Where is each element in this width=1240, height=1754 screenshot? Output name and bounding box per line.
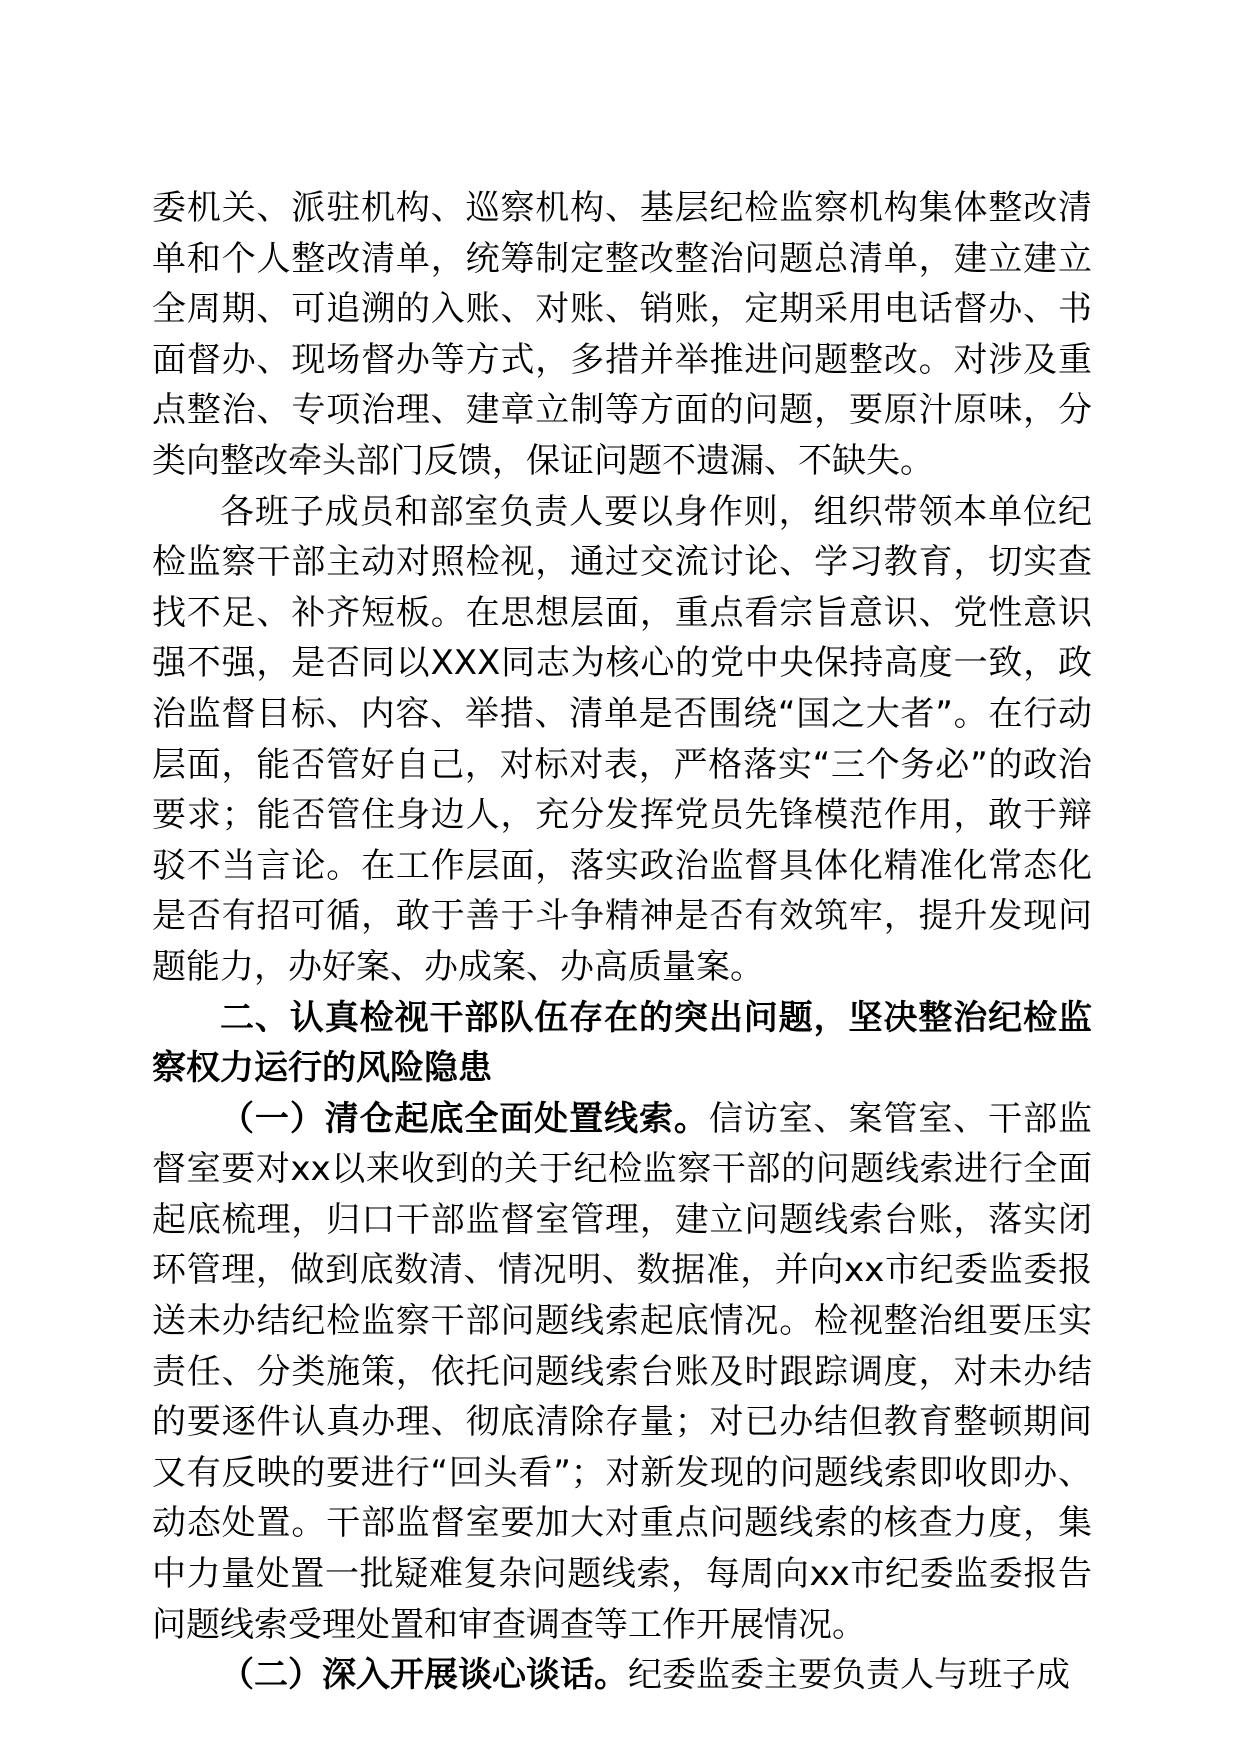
body-paragraph-talks	[152, 1650, 1092, 1701]
subsection-lead-two: （二）深入开展谈心谈话。	[220, 1655, 628, 1696]
subsection-text-two: 纪委监委主要负责人与班子成	[628, 1655, 1070, 1696]
body-paragraph-clue-handling	[152, 1094, 1092, 1651]
subsection-lead-one: （一）清仓起底全面处置线索。	[220, 1098, 709, 1139]
document-page	[152, 183, 1092, 1701]
subsection-text-one: 信访室、案管室、干部监督室要对xx以来收到的关于纪检监察干部的问题线索进行全面起底梳理，归口干部监督室管理，建立问题线索台账，落实闭环管理，做到底数清、情况明、数据准，并向xx市纪委监委报送未办结纪检监察干部问题线索起底情况。检视整治组要压实责任、分类施策，依托问题线索台账及时跟踪调度，对未办结的要逐件认真办理、彻底清除存量；对已办结但教育整顿期间又有反映的要进行“回头看”；对新发现的问题线索即收即办、动态处置。干部监督室要加大对重点问题线索的核查力度，集中力量处置一批疑难复杂问题线索，每周向xx市纪委监委报告问题线索受理处置和审查调查等工作开展情况。	[152, 1098, 1093, 1645]
body-paragraph-continued: 委机关、派驻机构、巡察机构、基层纪检监察机构集体整改清单和个人整改清单，统筹制定整改整治问题总清单，建立建立全周期、可追溯的入账、对账、销账，定期采用电话督办、书面督办、现场督办等方式，多措并举推进问题整改。对涉及重点整治、专项治理、建章立制等方面的问题，要原汁原味，分类向整改牵头部门反馈，保证问题不遗漏、不缺失。	[152, 188, 1092, 481]
section-heading-two: 二、认真检视干部队伍存在的突出问题，坚决整治纪检监察权力运行的风险隐患	[152, 997, 1092, 1089]
body-paragraph-self-inspection: 各班子成员和部室负责人要以身作则，组织带领本单位纪检监察干部主动对照检视，通过交流讨论、学习教育，切实查找不足、补齐短板。在思想层面，重点看宗旨意识、党性意识强不强，是否同以XXX同志为核心的党中央保持高度一致，政治监督目标、内容、举措、清单是否围绕“国之大者”。在行动层面，能否管好自己，对标对表，严格落实“三个务必”的政治要求；能否管住身边人，充分发挥党员先锋模范作用，敢于辩驳不当言论。在工作层面，落实政治监督具体化精准化常态化是否有招可循，敢于善于斗争精神是否有效筑牢，提升发现问题能力，办好案、办成案、办高质量案。	[152, 491, 1092, 987]
